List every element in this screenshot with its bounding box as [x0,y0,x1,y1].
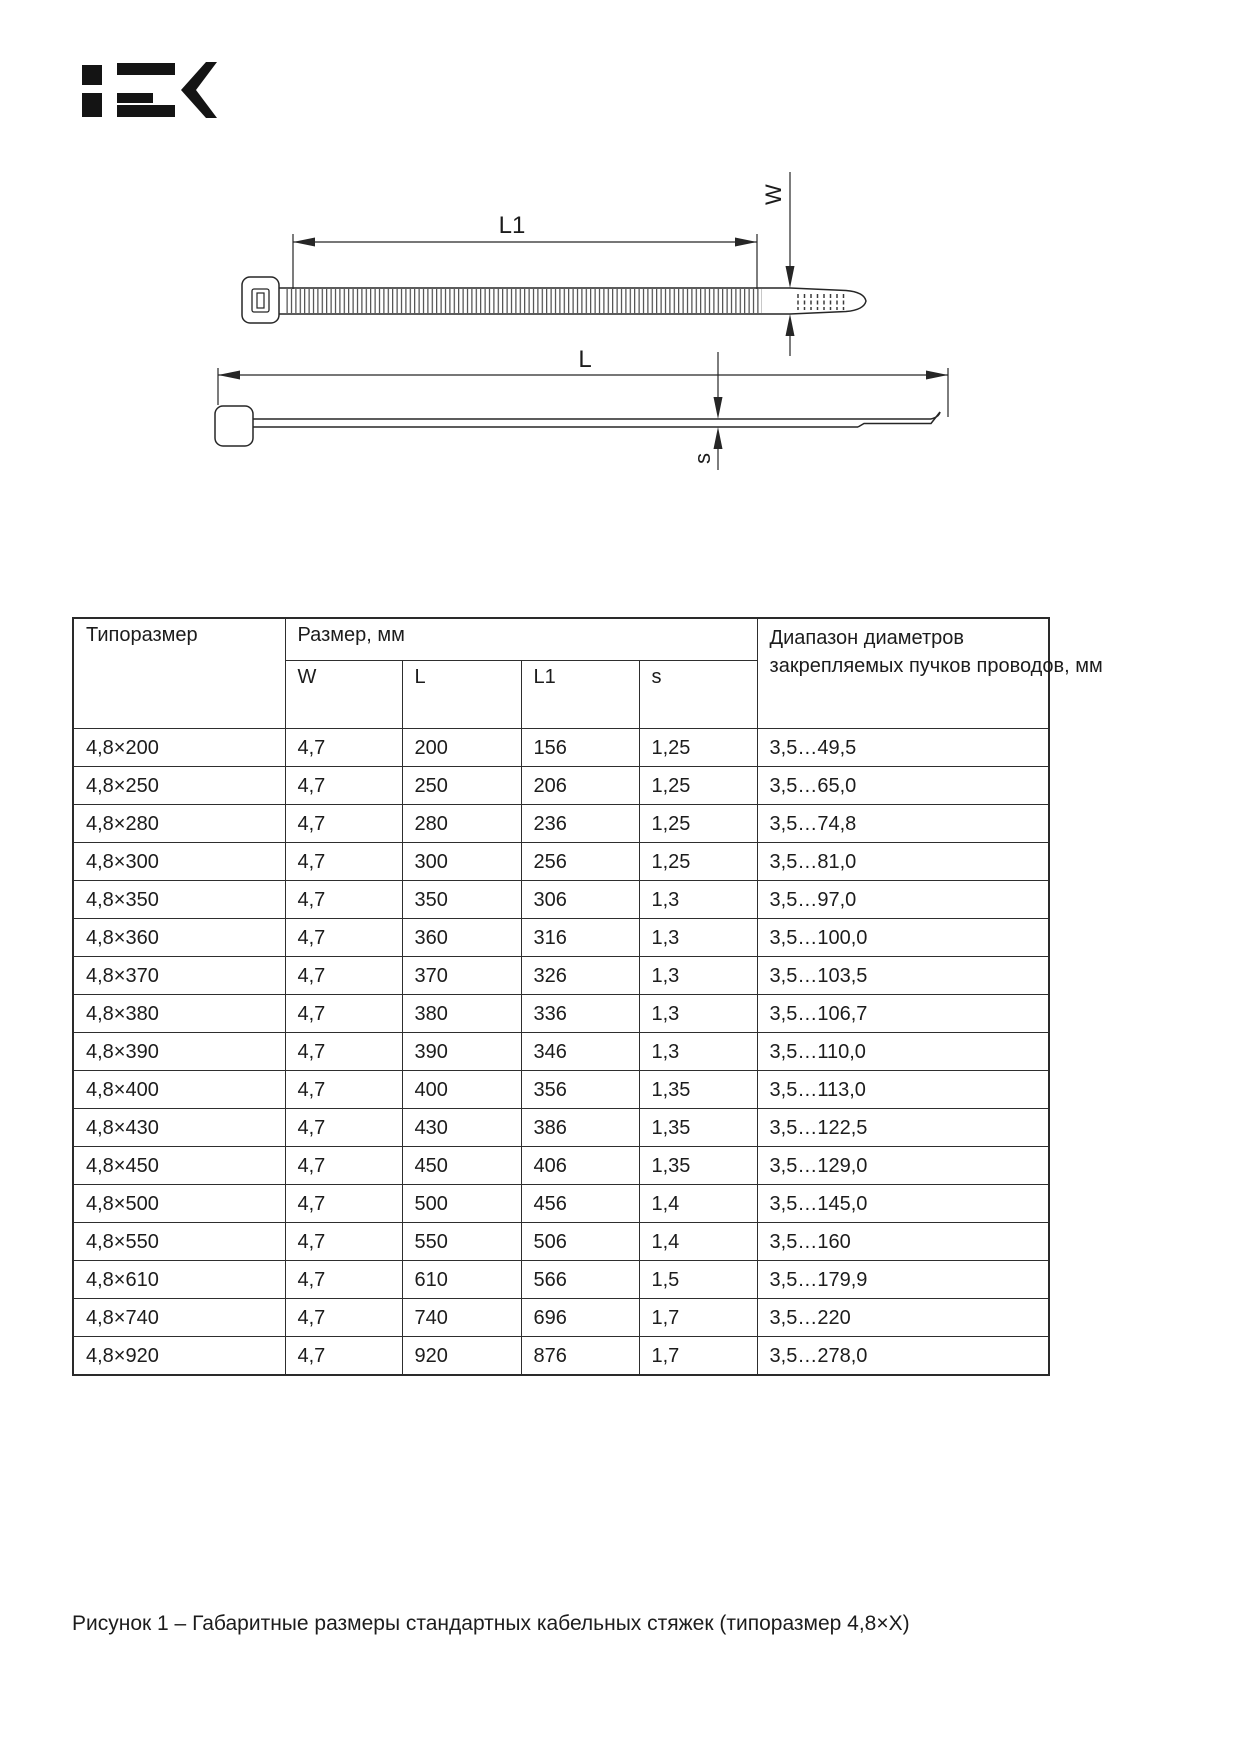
cell-w: 4,7 [285,1147,402,1185]
cell-range: 3,5…81,0 [757,843,1049,881]
header-range-line1: Диапазон диаметров [769,627,964,649]
cell-type: 4,8×280 [73,805,285,843]
cell-type: 4,8×360 [73,919,285,957]
cell-w: 4,7 [285,805,402,843]
cell-s: 1,5 [639,1261,757,1299]
cell-s: 1,3 [639,881,757,919]
cell-w: 4,7 [285,1261,402,1299]
cell-l: 430 [402,1109,521,1147]
iek-logo [82,62,217,118]
table-row [73,1071,1049,1109]
cell-l: 380 [402,995,521,1033]
cell-l1: 336 [521,995,639,1033]
cell-l1: 256 [521,843,639,881]
cell-l: 450 [402,1147,521,1185]
cell-s: 1,3 [639,919,757,957]
cell-l: 400 [402,1071,521,1109]
cell-range: 3,5…103,5 [757,957,1049,995]
cell-l1: 876 [521,1337,639,1376]
cell-type: 4,8×430 [73,1109,285,1147]
table-row [73,919,1049,957]
cell-type: 4,8×550 [73,1223,285,1261]
table-row [73,957,1049,995]
table-row [73,843,1049,881]
cell-l1: 316 [521,919,639,957]
header-s: s [639,661,757,729]
cell-type: 4,8×300 [73,843,285,881]
table-row [73,1299,1049,1337]
cell-l: 280 [402,805,521,843]
cell-l1: 456 [521,1185,639,1223]
l-arrow-left [218,371,240,380]
cell-range: 3,5…220 [757,1299,1049,1337]
header-type: Типоразмер [73,618,285,729]
cell-range: 3,5…110,0 [757,1033,1049,1071]
cell-type: 4,8×200 [73,729,285,767]
table-row [73,1033,1049,1071]
cell-type: 4,8×370 [73,957,285,995]
cell-type: 4,8×500 [73,1185,285,1223]
cell-type: 4,8×400 [73,1071,285,1109]
cell-l: 920 [402,1337,521,1376]
cell-w: 4,7 [285,1299,402,1337]
cell-type: 4,8×350 [73,881,285,919]
table-row [73,881,1049,919]
cell-range: 3,5…179,9 [757,1261,1049,1299]
cell-type: 4,8×450 [73,1147,285,1185]
cell-w: 4,7 [285,881,402,919]
cell-range: 3,5…145,0 [757,1185,1049,1223]
size-table [72,617,1103,1376]
dim-l [218,368,948,417]
cell-w: 4,7 [285,729,402,767]
cell-l1: 386 [521,1109,639,1147]
cell-w: 4,7 [285,1223,402,1261]
dim-l1 [293,234,757,289]
table-row [73,1185,1049,1223]
dim-label-w: W [761,184,786,205]
cell-type: 4,8×920 [73,1337,285,1376]
cell-l: 200 [402,729,521,767]
cell-l1: 346 [521,1033,639,1071]
cell-l1: 406 [521,1147,639,1185]
cell-w: 4,7 [285,843,402,881]
cell-s: 1,35 [639,1147,757,1185]
cell-range: 3,5…160 [757,1223,1049,1261]
cell-range: 3,5…65,0 [757,767,1049,805]
cell-w: 4,7 [285,1033,402,1071]
dim-label-l1: L1 [498,212,526,239]
cell-s: 1,3 [639,1033,757,1071]
figure-caption: Рисунок 1 – Габаритные размеры стандартных кабельных стяжек (типоразмер 4,8×X) [72,1612,910,1635]
table-row [73,1261,1049,1299]
cell-l: 360 [402,919,521,957]
w-arrow-up [786,314,795,336]
header-range-line2: закрепляемых пучков проводов, мм [769,655,1103,677]
cable-tie-drawing [160,150,970,480]
cell-l: 740 [402,1299,521,1337]
cell-type: 4,8×740 [73,1299,285,1337]
cell-w: 4,7 [285,1071,402,1109]
cell-type: 4,8×610 [73,1261,285,1299]
w-arrow-down [786,266,795,288]
cell-l1: 306 [521,881,639,919]
cell-l1: 696 [521,1299,639,1337]
cell-l1: 236 [521,805,639,843]
iek-logo-glyphs [82,62,217,118]
cell-l: 500 [402,1185,521,1223]
header-size-group: Размер, мм [285,618,757,661]
cell-range: 3,5…106,7 [757,995,1049,1033]
cell-s: 1,25 [639,805,757,843]
l-arrow-right [926,371,948,380]
cell-l1: 506 [521,1223,639,1261]
cell-range: 3,5…74,8 [757,805,1049,843]
table-row [73,1223,1049,1261]
s-arrow-up [714,427,723,449]
dim-label-l: L [578,346,592,373]
cell-s: 1,7 [639,1299,757,1337]
header-range [757,618,1103,729]
cell-type: 4,8×390 [73,1033,285,1071]
table-row [73,1109,1049,1147]
cell-type: 4,8×380 [73,995,285,1033]
cell-s: 1,4 [639,1185,757,1223]
header-w: W [285,661,402,729]
cell-w: 4,7 [285,1337,402,1376]
tail-grip-dots [795,293,845,310]
cell-range: 3,5…100,0 [757,919,1049,957]
cell-l: 300 [402,843,521,881]
cell-s: 1,35 [639,1109,757,1147]
cell-l1: 356 [521,1071,639,1109]
cell-w: 4,7 [285,995,402,1033]
cell-s: 1,3 [639,995,757,1033]
cell-l1: 326 [521,957,639,995]
cell-w: 4,7 [285,1109,402,1147]
cell-w: 4,7 [285,767,402,805]
size-table-body [73,729,1049,1376]
cell-range: 3,5…113,0 [757,1071,1049,1109]
cell-l: 350 [402,881,521,919]
cell-range: 3,5…122,5 [757,1109,1049,1147]
header-row-1 [73,618,1049,661]
cell-l: 390 [402,1033,521,1071]
cell-s: 1,25 [639,729,757,767]
cell-l: 370 [402,957,521,995]
cell-s: 1,7 [639,1337,757,1376]
cell-s: 1,35 [639,1071,757,1109]
table-row [73,1337,1049,1376]
header-l: L [402,661,521,729]
dim-label-s: s [690,453,715,464]
table-row [73,1147,1049,1185]
l1-arrow-right [735,238,757,247]
cell-s: 1,3 [639,957,757,995]
cell-range: 3,5…97,0 [757,881,1049,919]
cell-w: 4,7 [285,1185,402,1223]
strap-teeth [285,289,762,313]
cell-type: 4,8×250 [73,767,285,805]
cell-range: 3,5…129,0 [757,1147,1049,1185]
side-view [215,406,940,446]
cell-s: 1,25 [639,767,757,805]
cell-range: 3,5…49,5 [757,729,1049,767]
table-row [73,767,1049,805]
l1-arrow-left [293,238,315,247]
cell-w: 4,7 [285,957,402,995]
cell-l1: 206 [521,767,639,805]
cell-l: 610 [402,1261,521,1299]
cell-l1: 566 [521,1261,639,1299]
cell-s: 1,4 [639,1223,757,1261]
cell-s: 1,25 [639,843,757,881]
size-table-header [73,618,1103,729]
cell-w: 4,7 [285,919,402,957]
cell-range: 3,5…278,0 [757,1337,1049,1376]
table-row [73,729,1049,767]
tie-head-top [242,277,279,323]
table-row [73,995,1049,1033]
cell-l: 250 [402,767,521,805]
cell-l: 550 [402,1223,521,1261]
header-l1: L1 [521,661,639,729]
table-row [73,805,1049,843]
tie-head-side [215,406,253,446]
cell-l1: 156 [521,729,639,767]
s-arrow-down [714,397,723,419]
